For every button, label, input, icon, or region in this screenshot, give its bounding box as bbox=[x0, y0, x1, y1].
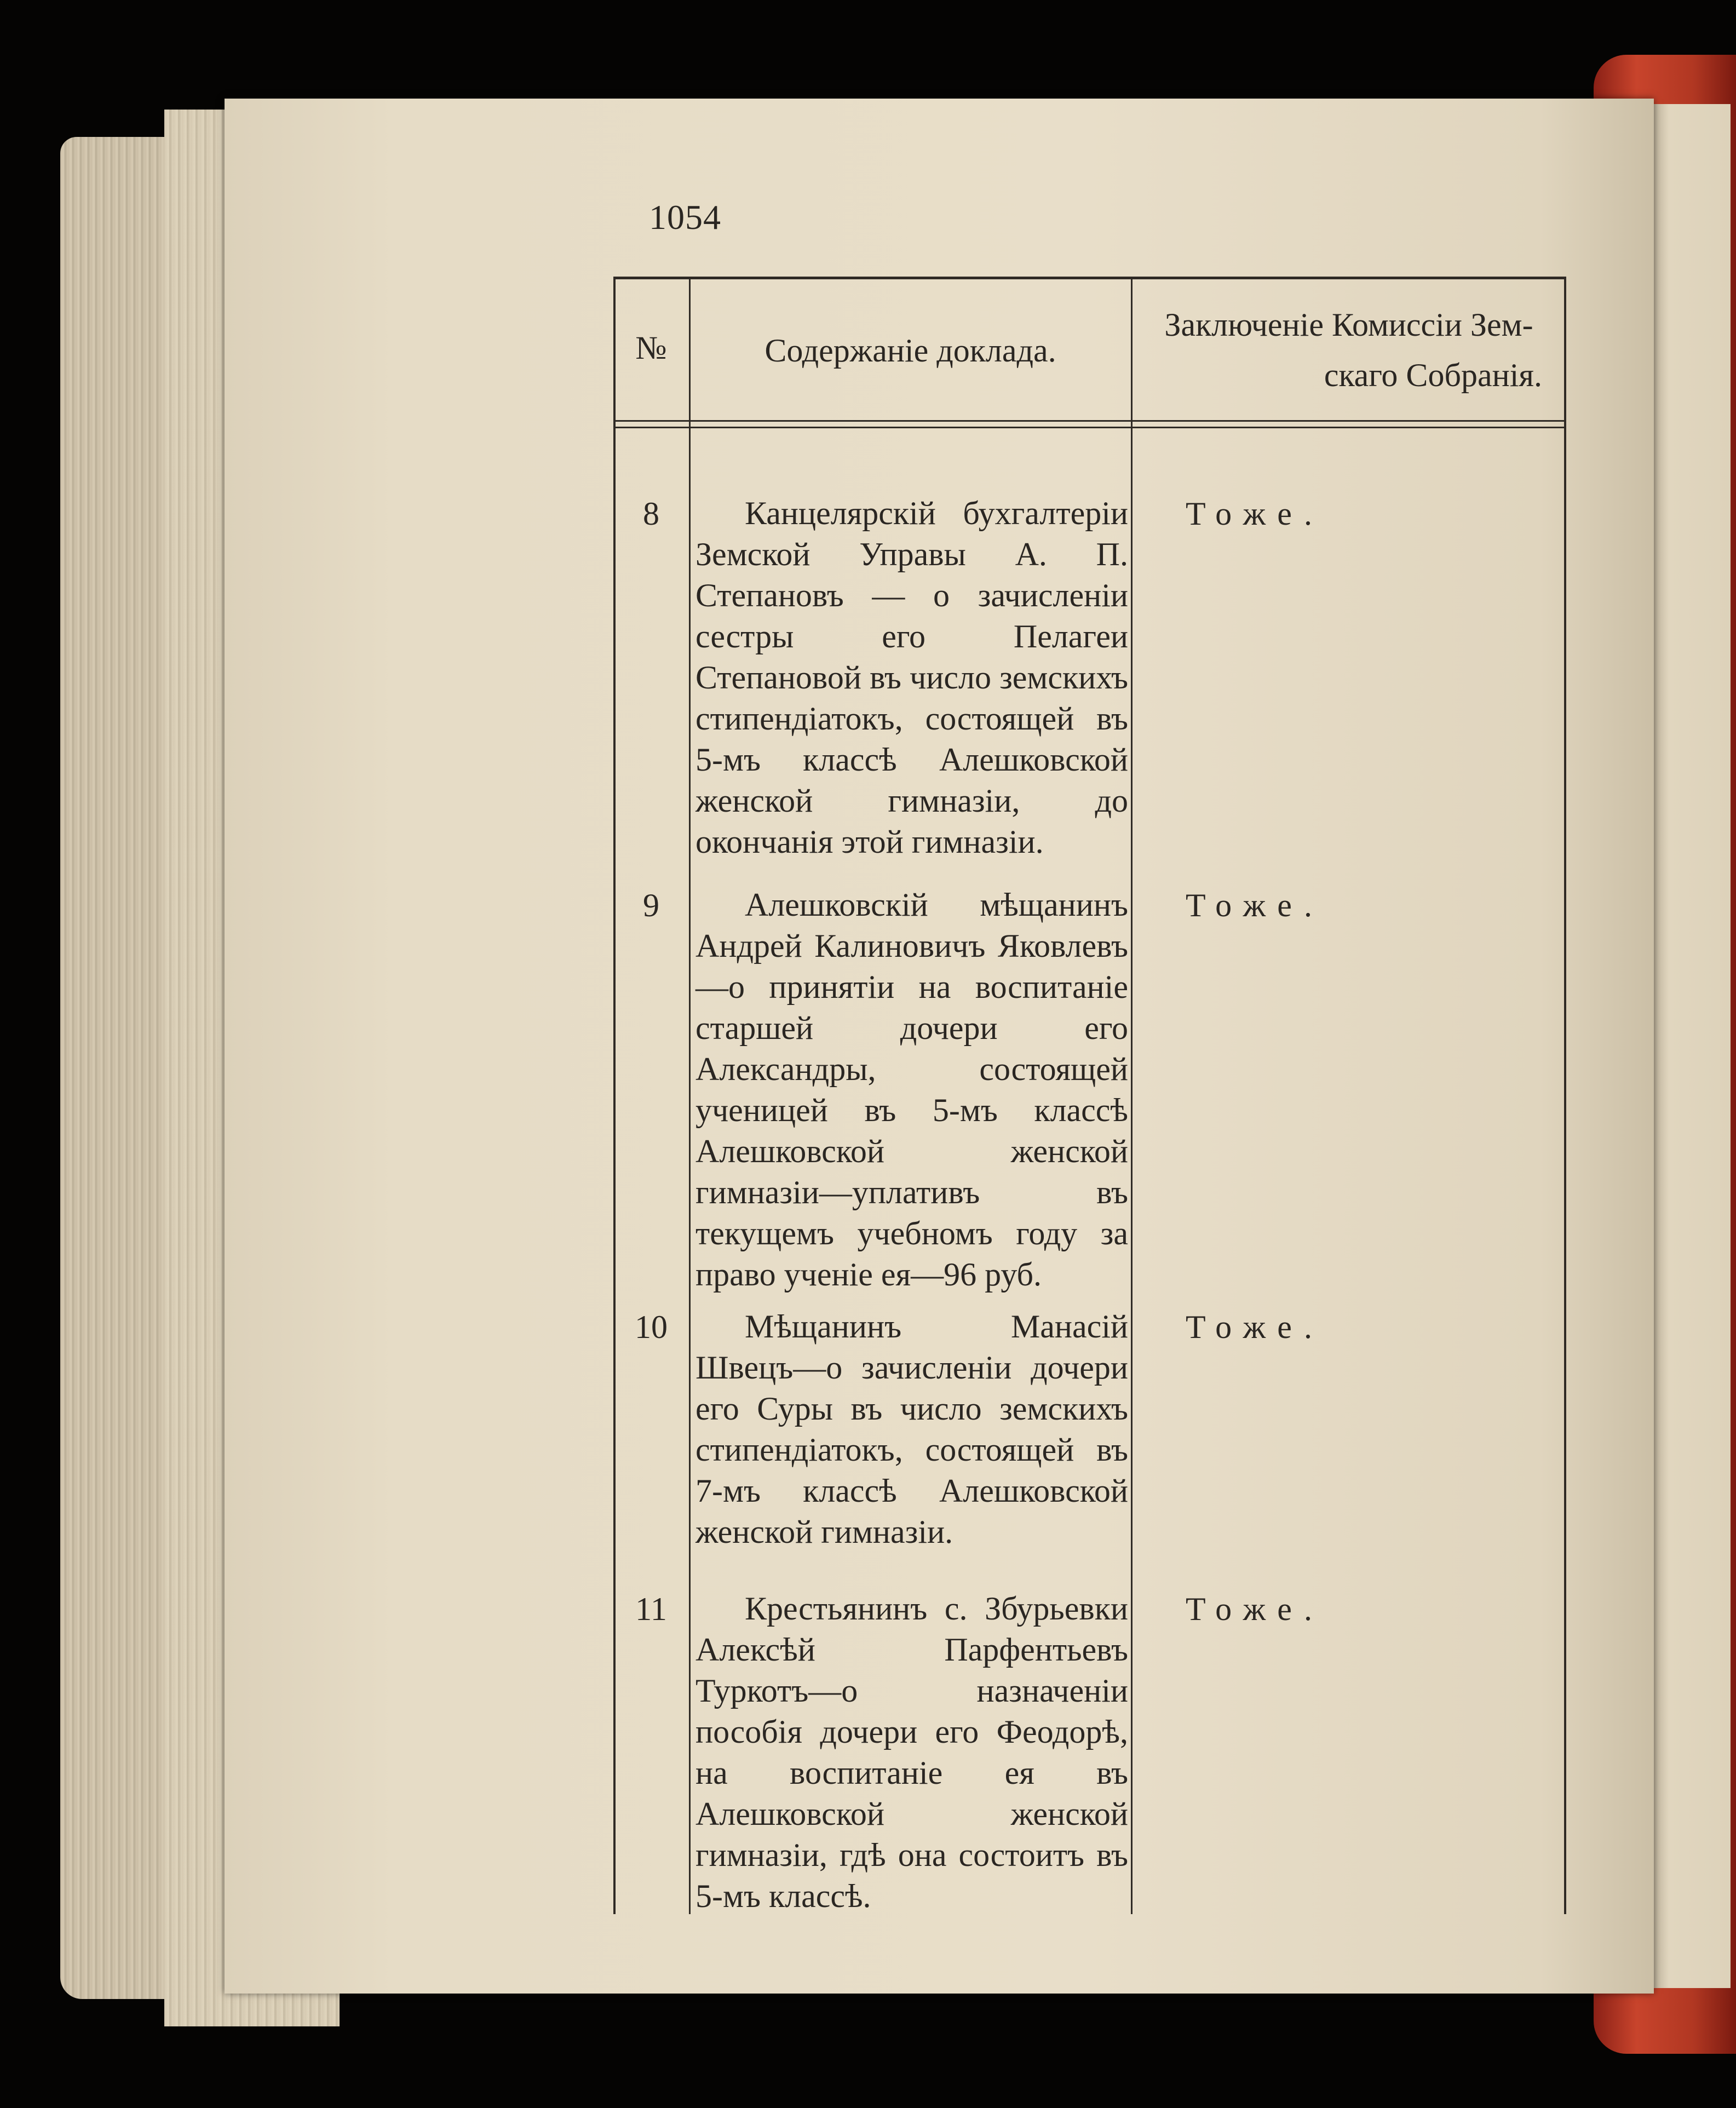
row-content: Канцелярскій бухгалтеріи Земской Управы А. П. Степановъ — о зачисленіи сестры его Пелагеи Степановой въ число земскихъ стипендіатокъ, состоящей въ 5-мъ классѣ Алешковской женской гимназіи, до окончанія этой гимназіи. bbox=[695, 495, 1128, 860]
header-content: Содержаніе доклада. bbox=[764, 332, 1056, 369]
row-content: Крестьянинъ с. Збурьевки Алексѣй Парфентьевъ Туркотъ—о назначеніи пособія дочери его Феодорѣ, на воспитаніе ея въ Алешковской женской гимназіи, гдѣ она состоитъ въ 5-мъ классѣ. bbox=[695, 1590, 1128, 1914]
facing-page-edge bbox=[1648, 104, 1731, 1988]
header-divider-2 bbox=[613, 427, 1566, 428]
row-conclusion: Тоже. bbox=[1186, 1309, 1324, 1345]
column-divider-1 bbox=[689, 277, 691, 1914]
row-content: Алешковскій мѣщанинъ Андрей Калиновичъ Яковлевъ—о принятіи на воспитаніе старшей дочери его Александры, состоящей ученицей въ 5-мъ классѣ Алешковской женской гимназіи—уплативъ въ текущемъ учебномъ году за право ученіе ея—96 руб. bbox=[695, 887, 1128, 1293]
row-number: 10 bbox=[635, 1309, 668, 1345]
header-divider-1 bbox=[613, 420, 1566, 422]
table-top-border bbox=[613, 277, 1566, 279]
page-number: 1054 bbox=[649, 198, 721, 237]
row-conclusion: Тоже. bbox=[1186, 887, 1324, 923]
table-right-border bbox=[1564, 277, 1566, 1914]
row-number: 9 bbox=[643, 887, 659, 923]
header-conclusion-line2: скаго Собранія. bbox=[1324, 357, 1542, 393]
header-conclusion-line1: Заключеніе Комиссіи Зем- bbox=[1164, 307, 1533, 343]
row-conclusion: Тоже. bbox=[1186, 496, 1324, 532]
row-number: 11 bbox=[635, 1591, 667, 1627]
row-content: Мѣщанинъ Манасій Швецъ—о зачисленіи дочери его Суры въ число земскихъ стипендіатокъ, состоящей въ 7-мъ классѣ Алешковской женской гимназіи. bbox=[695, 1308, 1128, 1550]
header-number: № bbox=[635, 330, 667, 366]
column-divider-2 bbox=[1131, 277, 1133, 1914]
report-table bbox=[613, 277, 1566, 1914]
row-number: 8 bbox=[643, 496, 659, 532]
row-conclusion: Тоже. bbox=[1186, 1591, 1324, 1627]
